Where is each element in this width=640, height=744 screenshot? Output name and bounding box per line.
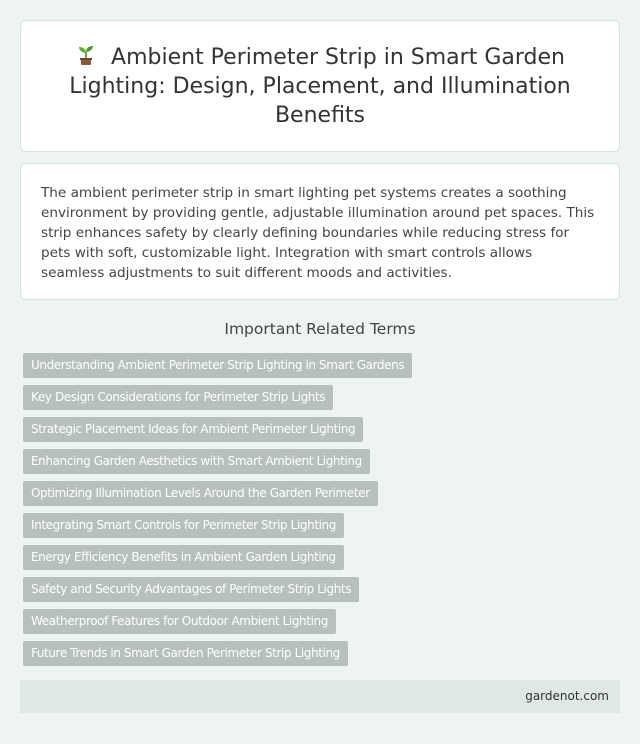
- footer-site-link[interactable]: gardenot.com: [525, 689, 609, 703]
- related-term-label[interactable]: Safety and Security Advantages of Perimeter Strip Lights: [23, 577, 359, 602]
- related-term-item[interactable]: [23, 417, 412, 442]
- related-term-item[interactable]: [23, 449, 412, 474]
- page-title-text: Ambient Perimeter Strip in Smart Garden Lighting: Design, Placement, and Illumination Benefits: [69, 45, 571, 128]
- related-term-item[interactable]: [23, 353, 412, 378]
- related-term-label[interactable]: Energy Efficiency Benefits in Ambient Garden Lighting: [23, 545, 344, 570]
- related-term-label[interactable]: Enhancing Garden Aesthetics with Smart Ambient Lighting: [23, 449, 370, 474]
- related-term-label[interactable]: Key Design Considerations for Perimeter Strip Lights: [23, 385, 333, 410]
- related-term-item[interactable]: [23, 385, 412, 410]
- related-term-label[interactable]: Understanding Ambient Perimeter Strip Lighting in Smart Gardens: [23, 353, 412, 378]
- related-term-item[interactable]: [23, 577, 412, 602]
- related-term-item[interactable]: [23, 545, 412, 570]
- sprout-icon: [75, 44, 97, 66]
- related-term-label[interactable]: Future Trends in Smart Garden Perimeter Strip Lighting: [23, 641, 348, 666]
- related-term-item[interactable]: [23, 481, 412, 506]
- related-term-item[interactable]: [23, 513, 412, 538]
- description-text: The ambient perimeter strip in smart lighting pet systems creates a soothing environment by providing gentle, adjustable illumination around pet spaces. This strip enhances safety by clearly defining boundaries while reducing stress for pets with soft, customizable light. Integration with smart controls allows seamless adjustments to suit different moods and activities.: [41, 185, 595, 281]
- page-title: [51, 43, 589, 130]
- related-terms-heading: Important Related Terms: [224, 320, 416, 338]
- related-term-label[interactable]: Integrating Smart Controls for Perimeter Strip Lighting: [23, 513, 344, 538]
- related-term-label[interactable]: Strategic Placement Ideas for Ambient Perimeter Lighting: [23, 417, 363, 442]
- description-card: [20, 163, 620, 300]
- related-term-item[interactable]: [23, 641, 412, 666]
- related-term-item[interactable]: [23, 609, 412, 634]
- related-term-label[interactable]: Optimizing Illumination Levels Around the Garden Perimeter: [23, 481, 378, 506]
- footer: [20, 680, 620, 713]
- title-card: [20, 20, 620, 152]
- related-terms-list: [23, 353, 412, 673]
- related-term-label[interactable]: Weatherproof Features for Outdoor Ambient Lighting: [23, 609, 336, 634]
